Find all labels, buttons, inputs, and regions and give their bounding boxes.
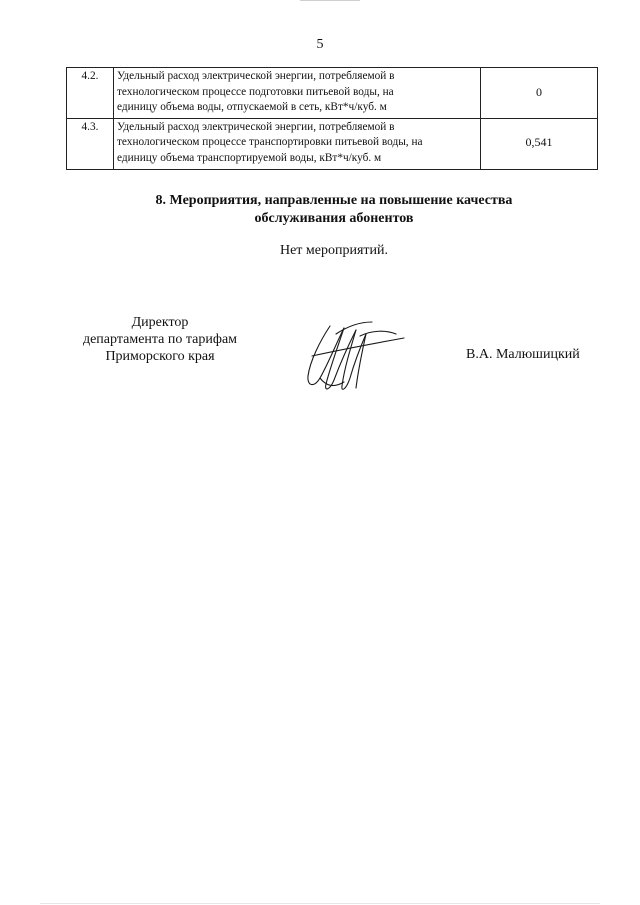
section-heading-line: обслуживания абонентов	[254, 211, 414, 226]
description-line: Удельный расход электрической энергии, потребляемой в	[117, 70, 395, 82]
row-value: 0,541	[481, 118, 598, 169]
row-number: 4.3.	[67, 118, 114, 169]
description-line: единицу объема воды, отпускаемой в сеть, кВт*ч/куб. м	[117, 101, 387, 114]
description-line: Удельный расход электрической энергии, потребляемой в	[117, 120, 395, 133]
row-description	[114, 68, 481, 119]
page-number: 5	[316, 37, 324, 52]
section-heading-line: 8. Мероприятия, направленные на повышение качества	[155, 193, 513, 208]
table-row	[67, 118, 598, 169]
signatory-name: В.А. Малюшицкий	[466, 347, 580, 362]
description-line: единицу объема транспортируемой воды, кВт*ч/куб. м	[117, 151, 382, 164]
position-line: Директор	[131, 315, 189, 330]
section-heading	[0, 192, 640, 228]
scan-artifact	[300, 0, 360, 1]
row-value: 0	[481, 68, 598, 119]
indicators-table	[66, 67, 598, 170]
position-line: департамента по тарифам	[82, 332, 238, 347]
description-line: технологическом процессе транспортировки питьевой воды, на	[117, 136, 423, 149]
row-description	[114, 118, 481, 169]
signatory-position	[55, 314, 265, 365]
handwritten-signature	[300, 316, 410, 396]
table-row	[67, 68, 598, 119]
description-line: технологическом процессе подготовки питьевой воды, на	[117, 85, 394, 98]
row-number: 4.2.	[67, 68, 114, 119]
section-body-text: Нет мероприятий.	[279, 243, 389, 258]
scan-artifact	[40, 903, 600, 904]
position-line: Приморского края	[105, 349, 215, 364]
